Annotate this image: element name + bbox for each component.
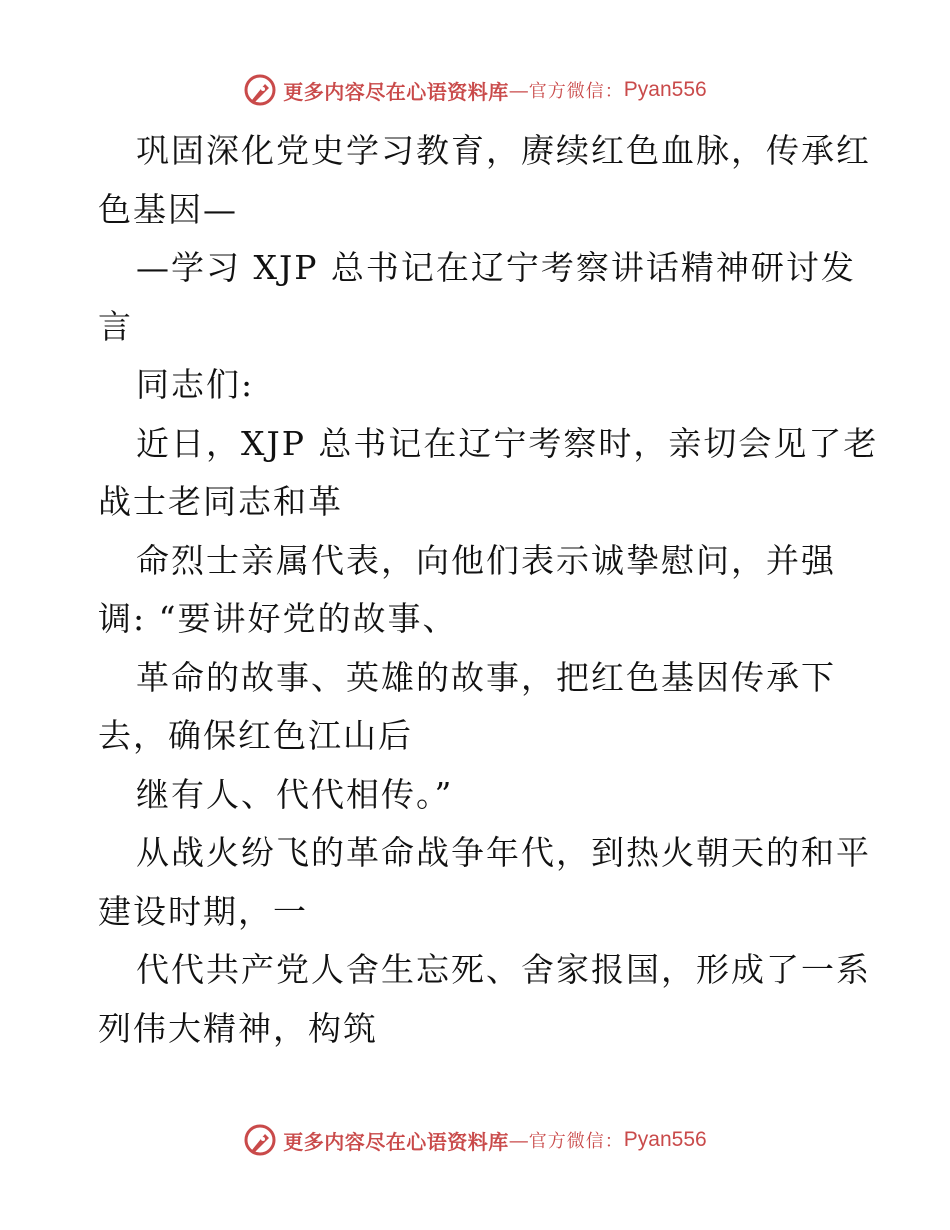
banner-dash: —	[508, 1128, 529, 1152]
paragraph-line: 从战火纷飞的革命战争年代，到热火朝天的和平	[136, 833, 871, 872]
paragraph-line: 列伟大精神，构筑	[98, 1008, 378, 1048]
paragraph-line: 近日，XJP 总书记在辽宁考察时，亲切会见了老	[136, 423, 879, 463]
title-line: 色基因—	[98, 189, 238, 229]
salutation: 同志们:	[136, 365, 255, 404]
pen-nib-icon	[243, 1123, 277, 1157]
pen-nib-icon	[243, 73, 277, 107]
paragraph-line: 建设时期，一	[98, 891, 308, 931]
banner-wechat-id: Pyan556	[623, 78, 707, 101]
title-line: 巩固深化党史学习教育，赓续红色血脉，传承红	[136, 131, 871, 170]
footer-watermark-banner	[0, 1120, 950, 1160]
document-body	[98, 122, 879, 1058]
paragraph-line: 调: “要讲好党的故事、	[98, 599, 458, 638]
paragraph-line: 命烈士亲属代表，向他们表示诚挚慰问，并强	[136, 540, 836, 580]
paragraph-line: 战士老同志和革	[98, 482, 343, 521]
subtitle-line: —学习 XJP 总书记在辽宁考察讲话精神研讨发	[136, 248, 856, 287]
banner-wechat-label: 官方微信：	[528, 1131, 624, 1152]
paragraph-line: 代代共产党人舍生忘死、舍家报国，形成了一系	[136, 950, 871, 989]
banner-site-text: 更多内容尽在心语资料库	[283, 1129, 509, 1154]
banner-dash: —	[508, 78, 529, 102]
paragraph-line: 继有人、代代相传。”	[136, 774, 454, 814]
banner-site-text: 更多内容尽在心语资料库	[283, 79, 509, 104]
paragraph-line: 去，确保红色江山后	[98, 716, 413, 755]
paragraph-line: 革命的故事、英雄的故事，把红色基因传承下	[136, 657, 836, 697]
header-watermark-banner	[0, 70, 950, 110]
banner-wechat-id: Pyan556	[623, 1128, 707, 1151]
banner-wechat-label: 官方微信：	[528, 81, 624, 102]
subtitle-line: 言	[98, 306, 133, 346]
